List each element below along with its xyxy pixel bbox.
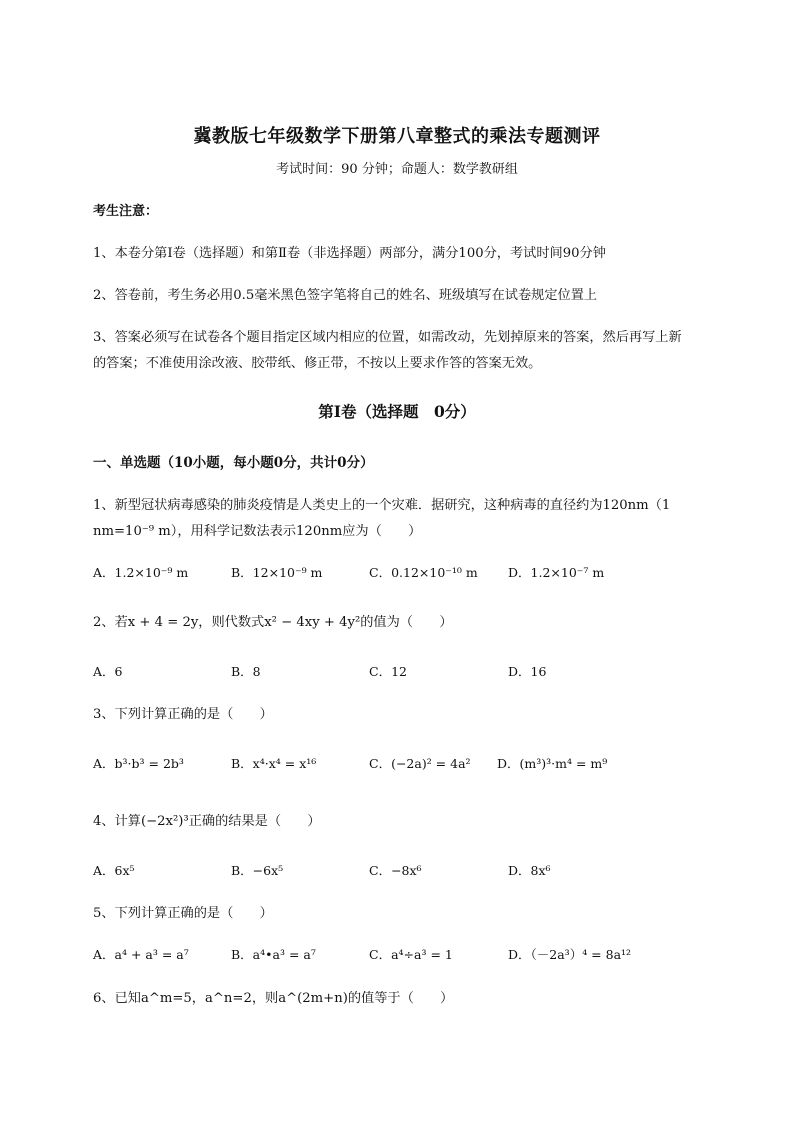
question-1-option-b: B．12×10⁻⁹ m: [231, 565, 323, 580]
question-3-stem: 3、下列计算正确的是（ ）: [93, 707, 273, 722]
question-2-stem: 2、若x + 4 = 2y，则代数式x² − 4xy + 4y²的值为（ ）: [93, 615, 453, 630]
question-2-option-d: D．16: [508, 664, 547, 679]
question-5-option-a: A．a⁴ + a³ = a⁷: [93, 947, 189, 962]
question-5-option-d: D．（－2a³）⁴ = 8a¹²: [508, 947, 632, 962]
question-1-option-a: A．1.2×10⁻⁹ m: [93, 565, 189, 580]
question-4-option-d: D．8x⁶: [508, 863, 551, 878]
notice-heading: 考生注意：: [93, 204, 159, 219]
document-title: 冀教版七年级数学下册第八章整式的乘法专题测评: [193, 126, 601, 147]
question-5-option-b: B．a⁴•a³ = a⁷: [231, 947, 316, 962]
question-3-option-d: D．(m³)³·m⁴ = m⁹: [497, 756, 608, 771]
part-heading: 一、单选题（10小题，每小题0分，共计0分）: [93, 455, 374, 471]
notice-item-3: 3、答案必须写在试卷各个题目指定区域内相应的位置，如需改动，先划掉原来的答案，然后再写上新: [93, 330, 682, 345]
question-4-stem: 4、计算(−2x²)³正确的结果是（ ）: [93, 814, 321, 829]
question-6-stem: 6、已知a^m=5，a^n=2，则a^(2m+n)的值等于（ ）: [93, 991, 454, 1006]
question-1-option-c: C．0.12×10⁻¹⁰ m: [369, 565, 478, 580]
question-3-option-a: A．b³·b³ = 2b³: [93, 756, 184, 771]
question-5-option-c: C．a⁴÷a³ = 1: [369, 947, 453, 962]
section-title: 第Ⅰ卷（选择题 0分）: [318, 402, 476, 421]
question-4-option-a: A．6x⁵: [93, 863, 135, 878]
question-2-option-c: C．12: [369, 664, 407, 679]
question-1-option-d: D．1.2×10⁻⁷ m: [508, 565, 605, 580]
notice-item-2: 2、答卷前，考生务必用0.5毫米黑色签字笔将自己的姓名、班级填写在试卷规定位置上: [93, 288, 598, 303]
question-3-option-b: B．x⁴·x⁴ = x¹⁶: [231, 756, 317, 771]
exam-info: 考试时间：90 分钟；命题人：数学教研组: [276, 162, 518, 177]
notice-item-3-cont: 的答案；不准使用涂改液、胶带纸、修正带，不按以上要求作答的答案无效。: [93, 356, 542, 371]
question-2-option-a: A．6: [93, 664, 123, 679]
question-1-stem: 1、新型冠状病毒感染的肺炎疫情是人类史上的一个灾难．据研究，这种病毒的直径约为120nm（1: [93, 498, 671, 513]
question-4-option-b: B．−6x⁵: [231, 863, 284, 878]
question-3-option-c: C．(−2a)² = 4a²: [369, 756, 471, 771]
question-5-stem: 5、下列计算正确的是（ ）: [93, 906, 273, 921]
question-4-option-c: C．−8x⁶: [369, 863, 422, 878]
question-2-option-b: B．8: [231, 664, 261, 679]
question-1-stem-cont: nm=10⁻⁹ m），用科学记数法表示120nm应为（ ）: [93, 524, 422, 539]
notice-item-1: 1、本卷分第Ⅰ卷（选择题）和第Ⅱ卷（非选择题）两部分，满分100分，考试时间90分钟: [93, 246, 606, 261]
